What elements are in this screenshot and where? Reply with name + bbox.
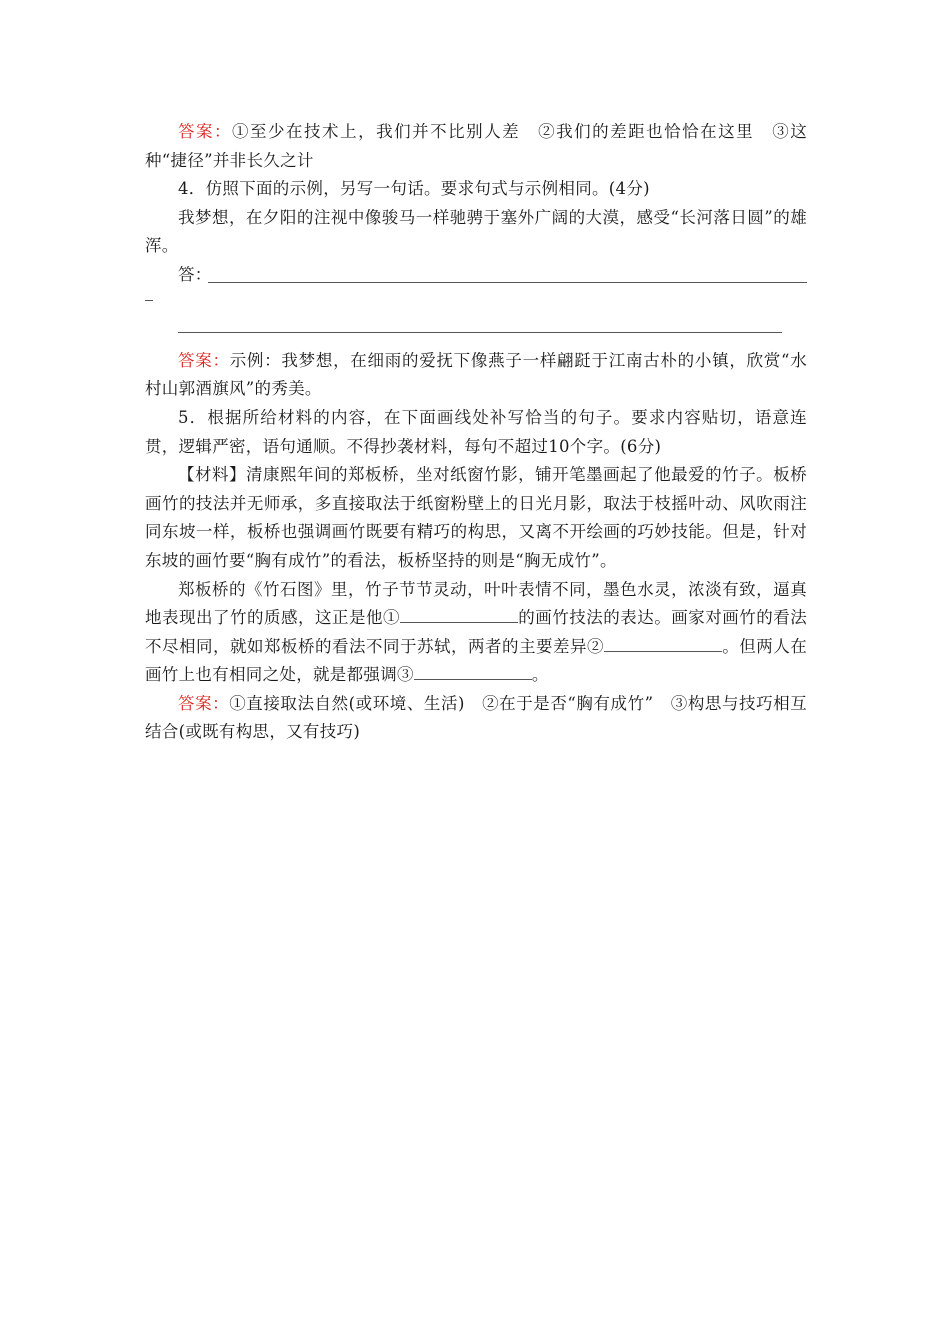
- answer-label: 答案：: [178, 693, 230, 713]
- answer-underline-tail: [145, 290, 807, 319]
- document-page: [145, 118, 807, 747]
- answer-text: ①直接取法自然(或环境、生活) ②在于是否“胸有成竹” ③构思与技巧相互结合(或既有构思，又有技巧): [145, 693, 808, 742]
- question-5-passage: [145, 576, 807, 690]
- fill-blank-1[interactable]: [400, 608, 518, 623]
- answer-writing-line-2[interactable]: [145, 318, 807, 347]
- question-4-prompt: 4．仿照下面的示例，另写一句话。要求句式与示例相同。(4分): [178, 179, 650, 199]
- answer-text: ①至少在技术上，我们并不比别人差 ②我们的差距也恰恰在这里 ③这种“捷径”并非长久之计: [145, 122, 807, 170]
- passage-part-2: 的画竹技法的表达。画家对画竹的看法不尽相同，就如郑板桥的看法不同于苏轼，两者的主要差异②: [145, 608, 807, 656]
- passage-part-1: 郑板桥的《竹石图》里，竹子节节灵动，叶叶表情不同，墨色水灵，浓淡有致，逼真地表现出了竹的质感，这正是他①: [145, 579, 807, 628]
- q4-answer: [145, 347, 807, 404]
- q5-answer: [145, 690, 807, 747]
- answer-writing-line[interactable]: [145, 261, 807, 290]
- q3-answer: [145, 118, 807, 175]
- answer-underline: [208, 282, 807, 283]
- question-5-material: 【材料】清康熙年间的郑板桥，坐对纸窗竹影，铺开笔墨画起了他最爱的竹子。板桥画竹的技法并无师承，多直接取法于纸窗粉壁上的日光月影，取法于枝摇叶动、风吹雨注同东坡一样，板桥也强调画竹既要有精巧的构思，又离不开绘画的巧妙技能。但是，针对东坡的画竹要“胸有成竹”的看法，板桥坚持的则是“胸无成竹”。: [145, 465, 807, 570]
- fill-blank-3[interactable]: [414, 665, 532, 680]
- question-5-prompt: 5．根据所给材料的内容，在下面画线处补写恰当的句子。要求内容贴切，语意连贯，逻辑严密，语句通顺。不得抄袭材料，每句不超过10个字。(6分): [145, 407, 807, 456]
- passage-part-3: 。但两人在画竹上也有相同之处，就是都强调③: [145, 636, 807, 685]
- answer-label: 答案：: [178, 122, 233, 141]
- answer-text: 示例：我梦想，在细雨的爱抚下像燕子一样翩跹于江南古朴的小镇，欣赏“水村山郭酒旗风”的秀美。: [145, 350, 808, 399]
- passage-part-4: 。: [531, 665, 549, 685]
- question-4-example: 我梦想，在夕阳的注视中像骏马一样驰骋于塞外广阔的大漠，感受“长河落日圆”的雄浑。: [145, 207, 807, 256]
- answer-prefix: 答：: [178, 264, 212, 284]
- answer-label: 答案：: [178, 350, 230, 370]
- fill-blank-2[interactable]: [604, 637, 722, 652]
